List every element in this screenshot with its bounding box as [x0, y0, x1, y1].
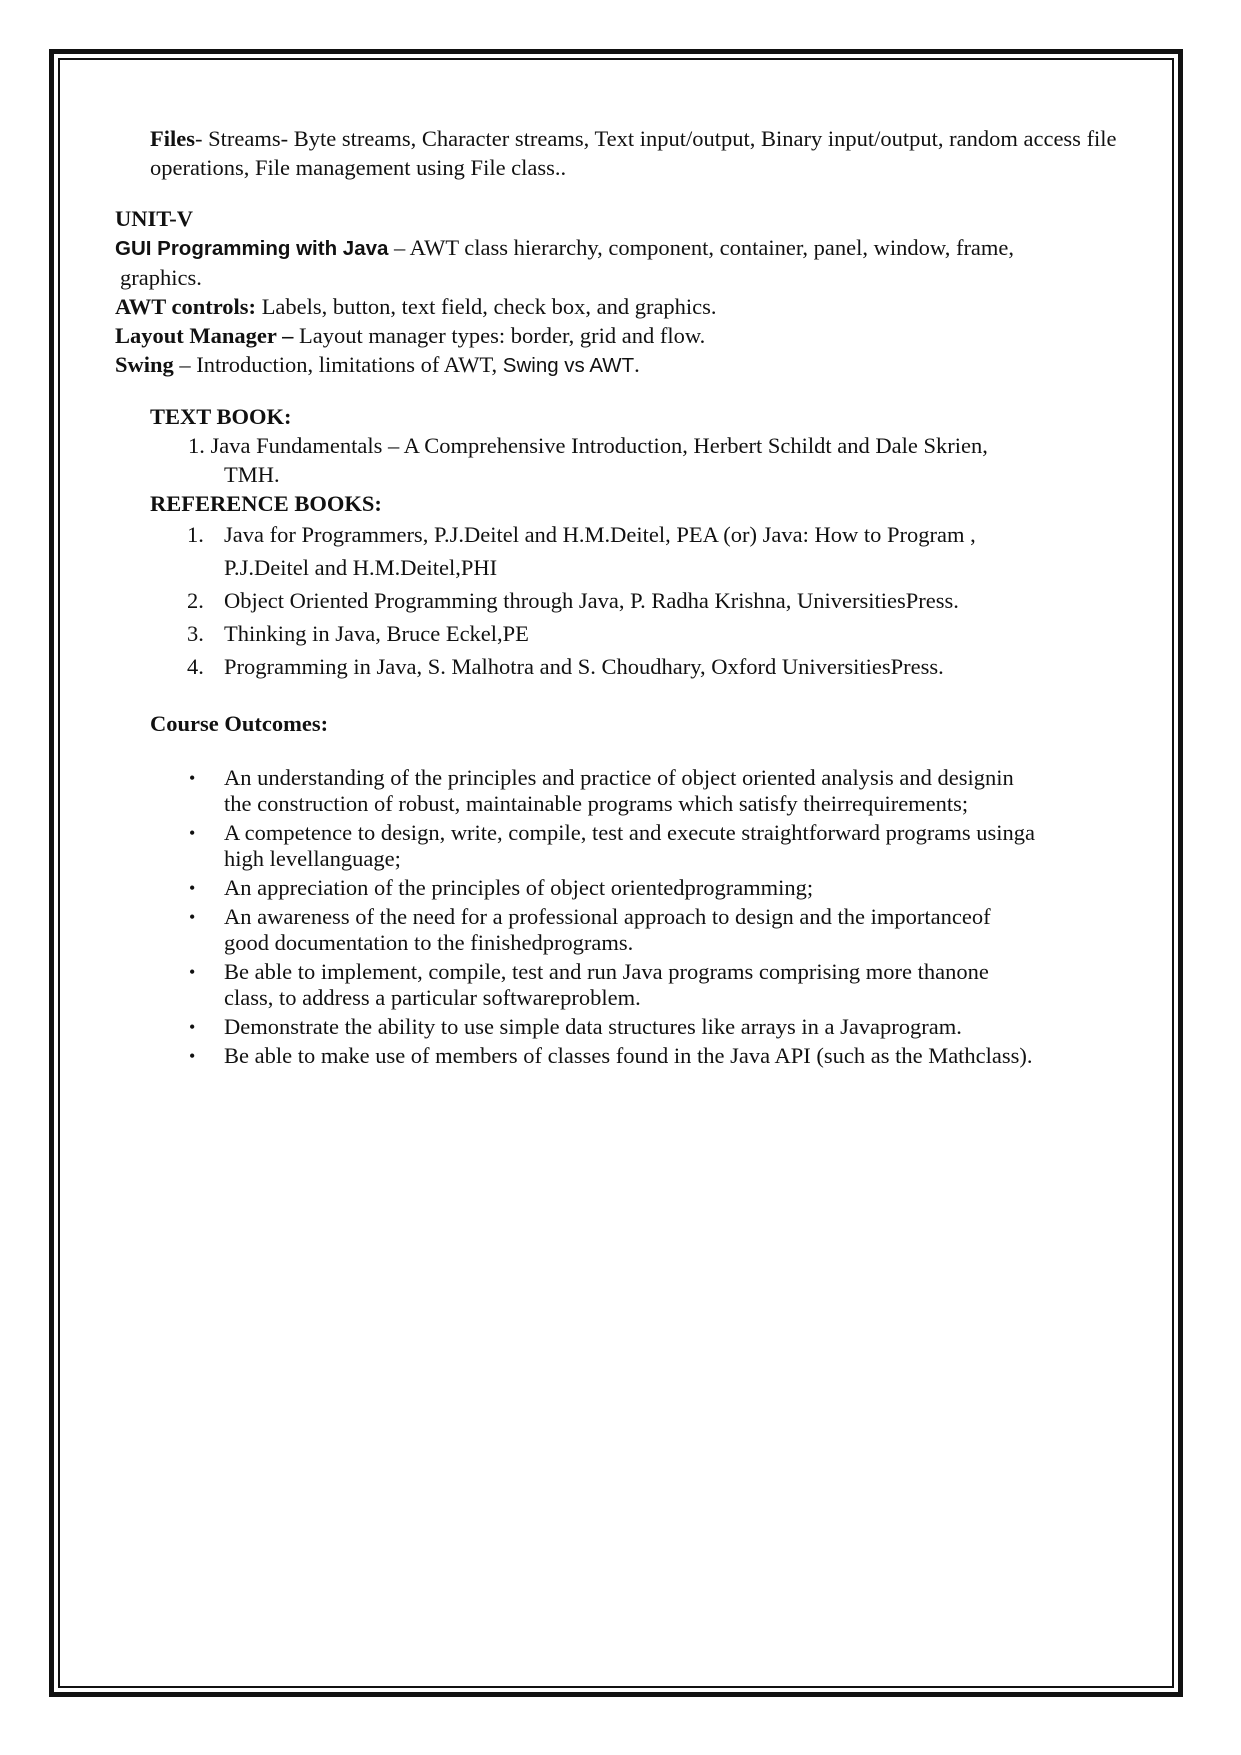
list-item — [115, 1043, 1145, 1069]
list-item — [115, 904, 1145, 956]
bullet-icon: • — [189, 1017, 196, 1037]
files-paragraph — [115, 124, 1145, 182]
list-item-number: 4. — [187, 654, 204, 679]
course-outcomes-heading: Course Outcomes: — [150, 711, 329, 736]
bullet-icon: • — [189, 1046, 196, 1066]
list-item-text: Thinking in Java, Bruce Eckel,PE — [224, 621, 529, 646]
list-item-text: An understanding of the principles and practice of object oriented analysis and designin — [224, 765, 1014, 790]
list-item-number: 2. — [187, 588, 204, 613]
list-item-text: An appreciation of the principles of object orientedprogramming; — [224, 875, 814, 900]
list-item-number: 3. — [187, 621, 204, 646]
list-item-text: Be able to implement, compile, test and run Java programs comprising more thanone — [224, 959, 989, 984]
files-label: Files — [150, 126, 195, 151]
list-item — [115, 959, 1145, 1011]
gui-paragraph — [115, 233, 1145, 292]
text-book-item-cont: TMH. — [224, 462, 280, 487]
list-item-text-cont: class, to address a particular softwareproblem. — [224, 985, 641, 1010]
files-text: - Streams- Byte streams, Character streams, Text input/output, Binary input/output, random access file operations, File management using File class.. — [150, 126, 1117, 180]
document-content — [115, 124, 1145, 1072]
list-item — [115, 617, 1145, 650]
swing-text-end: . — [634, 352, 640, 377]
layout-manager-text: Layout manager types: border, grid and flow. — [293, 323, 706, 348]
list-item-text-cont: the construction of robust, maintainable programs which satisfy theirrequirements; — [224, 791, 969, 816]
gui-text: – AWT class hierarchy, component, container, panel, window, frame, — [388, 235, 1015, 260]
list-item — [115, 584, 1145, 617]
swing-text: – Introduction, limitations of AWT, — [173, 352, 503, 377]
unit-title: UNIT-V — [115, 206, 193, 231]
list-item-text: Java for Programmers, P.J.Deitel and H.M.Deitel, PEA (or) Java: How to Program , — [224, 522, 976, 547]
layout-manager-paragraph — [115, 321, 1145, 350]
layout-manager-label: Layout Manager – — [115, 323, 294, 348]
gui-text-cont: graphics. — [120, 265, 202, 290]
reference-books-list — [115, 518, 1145, 683]
list-item-text-cont: high levellanguage; — [224, 846, 401, 871]
bullet-icon: • — [189, 878, 196, 898]
list-item-text: Be able to make use of members of classes found in the Java API (such as the Mathclass). — [224, 1043, 1033, 1068]
list-item-text: Object Oriented Programming through Java, P. Radha Krishna, UniversitiesPress. — [224, 588, 959, 613]
list-item-text-cont: P.J.Deitel and H.M.Deitel,PHI — [224, 555, 498, 580]
list-item — [115, 650, 1145, 683]
list-item-text: Demonstrate the ability to use simple data structures like arrays in a Javaprogram. — [224, 1014, 962, 1039]
course-outcomes-list — [115, 765, 1145, 1069]
list-item-text-cont: good documentation to the finishedprograms. — [224, 930, 634, 955]
list-item-text: A competence to design, write, compile, test and execute straightforward programs usinga — [224, 820, 1035, 845]
bullet-icon: • — [189, 962, 196, 982]
list-item-text: An awareness of the need for a professional approach to design and the importanceof — [224, 904, 991, 929]
reference-books-heading: REFERENCE BOOKS: — [150, 491, 382, 516]
list-item — [115, 820, 1145, 872]
bullet-icon: • — [189, 823, 196, 843]
awt-controls-label: AWT controls: — [115, 294, 257, 319]
bullet-icon: • — [189, 907, 196, 927]
awt-controls-text: Labels, button, text field, check box, and graphics. — [256, 294, 717, 319]
text-book-item: 1. Java Fundamentals – A Comprehensive Introduction, Herbert Schildt and Dale Skrien, — [188, 433, 988, 458]
list-item-number: 1. — [187, 522, 204, 547]
awt-controls-paragraph — [115, 292, 1145, 321]
list-item — [115, 518, 1145, 584]
list-item — [115, 765, 1145, 817]
bullet-icon: • — [189, 768, 196, 788]
list-item — [115, 1014, 1145, 1040]
gui-label: GUI Programming with Java — [115, 237, 389, 260]
swing-label: Swing — [115, 352, 174, 377]
list-item-text: Programming in Java, S. Malhotra and S. Choudhary, Oxford UniversitiesPress. — [224, 654, 944, 679]
swing-vs-awt-text: Swing vs AWT — [502, 354, 635, 377]
swing-paragraph — [115, 350, 1145, 380]
list-item — [115, 875, 1145, 901]
text-book-heading: TEXT BOOK: — [150, 404, 292, 429]
